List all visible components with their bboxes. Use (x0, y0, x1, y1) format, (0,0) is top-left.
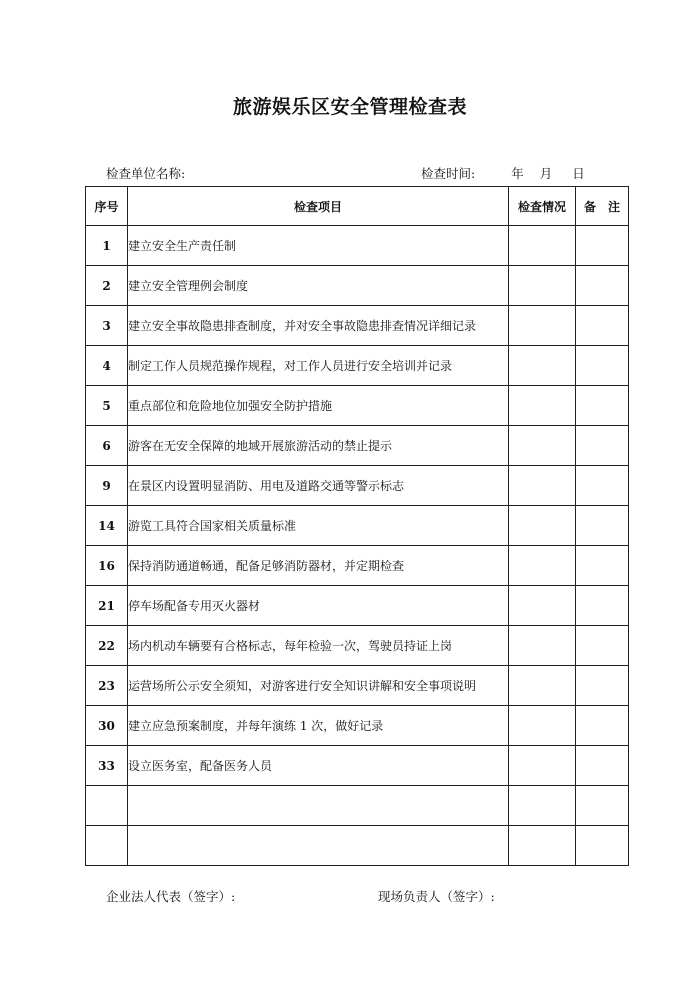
row-number: 2 (86, 266, 128, 306)
page-title: 旅游娱乐区安全管理检查表 (232, 96, 467, 118)
status-cell[interactable] (509, 506, 576, 546)
remark-cell[interactable] (576, 586, 629, 626)
remark-cell[interactable] (576, 346, 629, 386)
remark-cell[interactable] (576, 466, 629, 506)
table-row (86, 226, 629, 266)
inspection-time-label: 检查时间: (421, 166, 476, 181)
row-number: 3 (86, 306, 128, 346)
status-cell[interactable] (509, 786, 576, 826)
row-item: 游览工具符合国家相关质量标准 (128, 506, 509, 546)
table-row (86, 546, 629, 586)
table-row (86, 666, 629, 706)
remark-cell[interactable] (576, 826, 629, 866)
row-number: 1 (86, 226, 128, 266)
remark-cell[interactable] (576, 786, 629, 826)
status-cell[interactable] (509, 386, 576, 426)
row-number: 23 (86, 666, 128, 706)
table-row (86, 346, 629, 386)
remark-cell[interactable] (576, 626, 629, 666)
table-row (86, 626, 629, 666)
row-number: 6 (86, 426, 128, 466)
table-row (86, 466, 629, 506)
row-item: 建立安全事故隐患排查制度，并对安全事故隐患排查情况详细记录 (128, 306, 509, 346)
row-number[interactable] (86, 826, 128, 866)
remark-cell[interactable] (576, 666, 629, 706)
status-cell[interactable] (509, 826, 576, 866)
status-cell[interactable] (509, 306, 576, 346)
row-item: 建立应急预案制度，并每年演练 1 次，做好记录 (128, 706, 509, 746)
table-row (86, 306, 629, 346)
row-number: 5 (86, 386, 128, 426)
year-label: 年 (511, 166, 524, 181)
status-cell[interactable] (509, 626, 576, 666)
status-cell[interactable] (509, 266, 576, 306)
status-cell[interactable] (509, 346, 576, 386)
status-cell[interactable] (509, 466, 576, 506)
row-item: 建立安全管理例会制度 (128, 266, 509, 306)
row-item: 重点部位和危险地位加强安全防护措施 (128, 386, 509, 426)
remark-cell[interactable] (576, 506, 629, 546)
status-cell[interactable] (509, 706, 576, 746)
row-number: 4 (86, 346, 128, 386)
inspection-unit-label: 检查单位名称: (106, 166, 186, 181)
remark-cell[interactable] (576, 746, 629, 786)
table-row (86, 586, 629, 626)
remark-cell[interactable] (576, 306, 629, 346)
row-item: 保持消防通道畅通，配备足够消防器材，并定期检查 (128, 546, 509, 586)
site-manager-signature-label: 现场负责人（签字）: (378, 889, 495, 904)
row-number: 21 (86, 586, 128, 626)
status-cell[interactable] (509, 666, 576, 706)
row-number[interactable] (86, 786, 128, 826)
remark-cell[interactable] (576, 426, 629, 466)
table-header-row (86, 187, 629, 226)
table-row (86, 386, 629, 426)
day-label: 日 (572, 166, 585, 181)
inspection-time (421, 164, 585, 182)
row-item[interactable] (128, 786, 509, 826)
table-row (86, 706, 629, 746)
row-number: 14 (86, 506, 128, 546)
table-row (86, 266, 629, 306)
table-row-empty (86, 786, 629, 826)
remark-cell[interactable] (576, 386, 629, 426)
status-cell[interactable] (509, 426, 576, 466)
table-row-empty (86, 826, 629, 866)
row-item: 场内机动车辆要有合格标志，每年检验一次，驾驶员持证上岗 (128, 626, 509, 666)
status-cell[interactable] (509, 226, 576, 266)
table-row (86, 426, 629, 466)
row-item: 设立医务室，配备医务人员 (128, 746, 509, 786)
row-item: 停车场配备专用灭火器材 (128, 586, 509, 626)
month-label: 月 (539, 166, 553, 181)
row-item: 建立安全生产责任制 (128, 226, 509, 266)
row-item: 制定工作人员规范操作规程，对工作人员进行安全培训并记录 (128, 346, 509, 386)
status-cell[interactable] (509, 586, 576, 626)
remark-cell[interactable] (576, 706, 629, 746)
row-number: 33 (86, 746, 128, 786)
row-number: 9 (86, 466, 128, 506)
row-number: 16 (86, 546, 128, 586)
legal-rep-signature-label: 企业法人代表（签字）: (106, 889, 236, 904)
remark-cell[interactable] (576, 226, 629, 266)
remark-cell[interactable] (576, 546, 629, 586)
row-item: 运营场所公示安全须知，对游客进行安全知识讲解和安全事项说明 (128, 666, 509, 706)
header-remark: 备 注 (576, 187, 629, 226)
header-seq: 序号 (86, 187, 128, 226)
table-row (86, 746, 629, 786)
row-item: 游客在无安全保障的地域开展旅游活动的禁止提示 (128, 426, 509, 466)
remark-cell[interactable] (576, 266, 629, 306)
row-item: 在景区内设置明显消防、用电及道路交通等警示标志 (128, 466, 509, 506)
row-item[interactable] (128, 826, 509, 866)
header-item: 检查项目 (128, 187, 509, 226)
header-status: 检查情况 (509, 187, 576, 226)
status-cell[interactable] (509, 746, 576, 786)
row-number: 22 (86, 626, 128, 666)
inspection-table (85, 186, 629, 866)
table-row (86, 506, 629, 546)
status-cell[interactable] (509, 546, 576, 586)
row-number: 30 (86, 706, 128, 746)
